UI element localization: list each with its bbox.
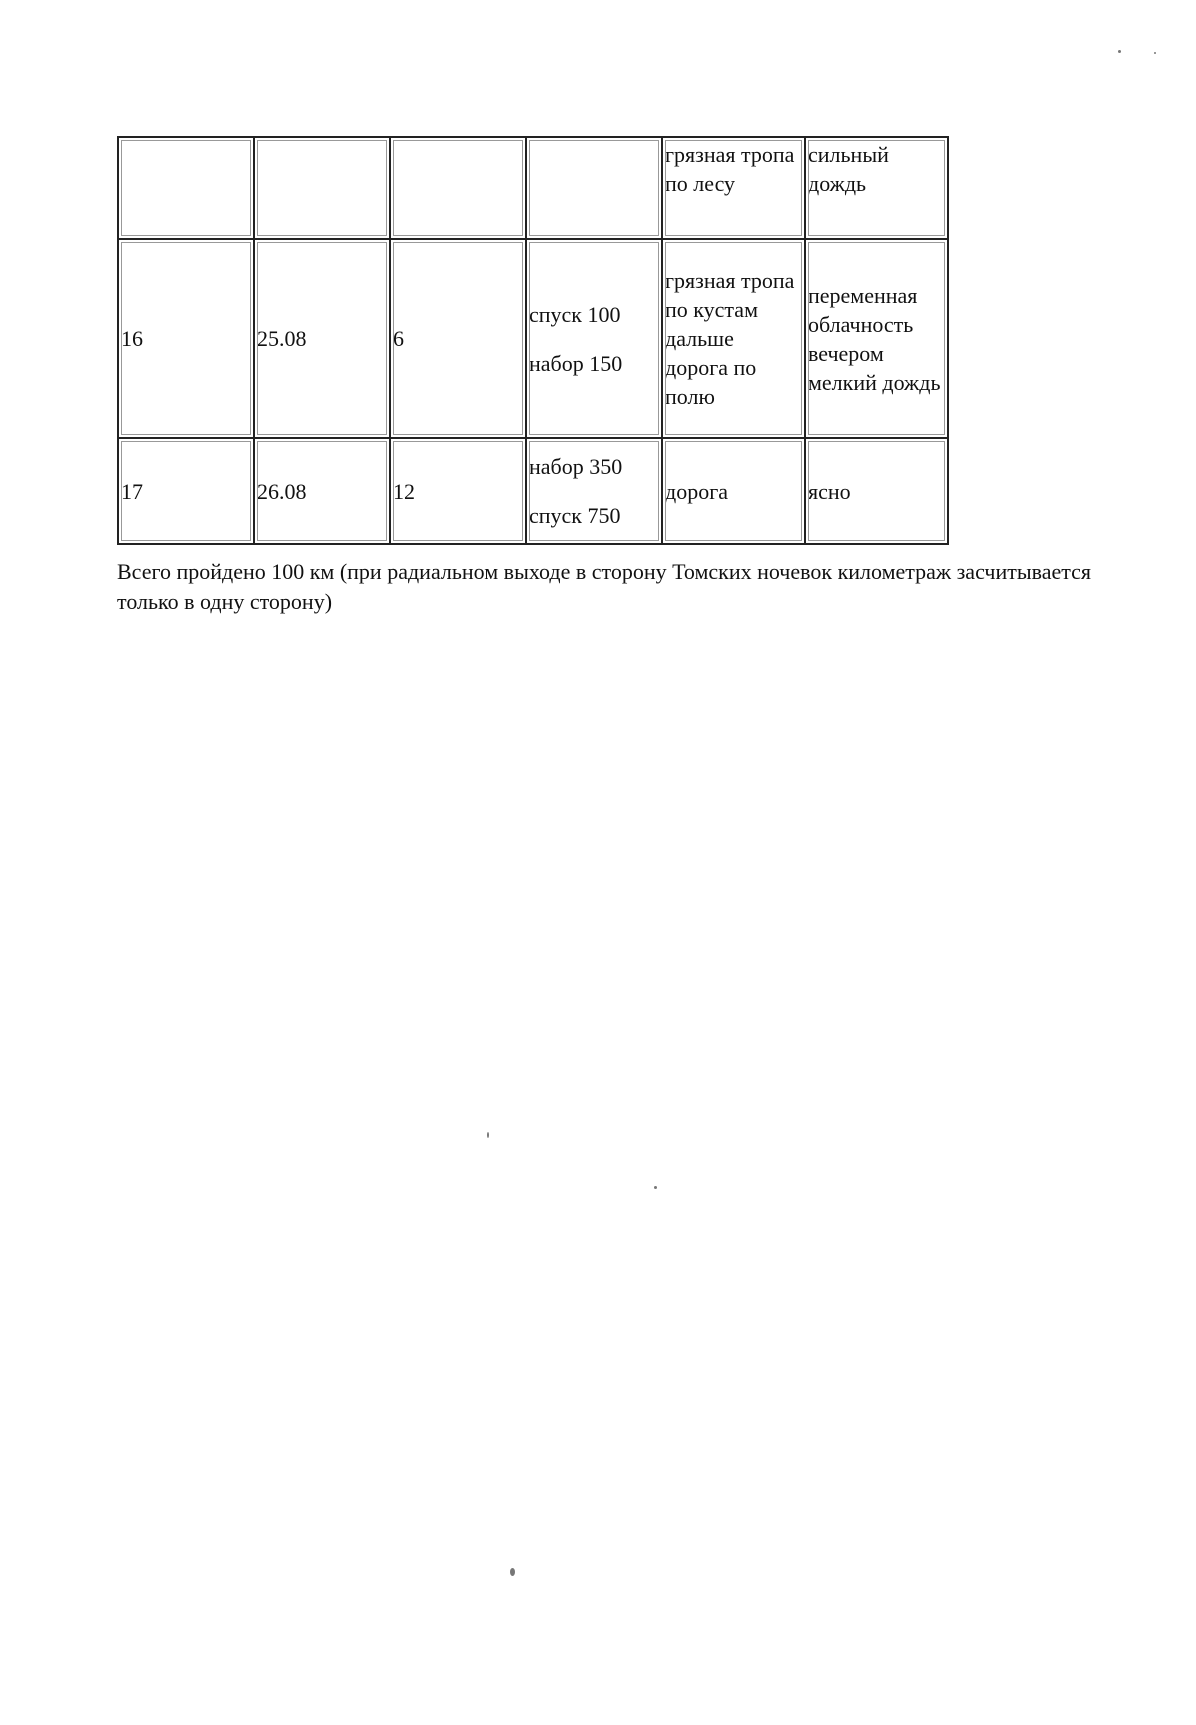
- terrain-cell: грязная тропа по кустам дальше дорога по полю: [662, 239, 805, 438]
- distance-cell: [390, 137, 526, 239]
- weather-cell: сильный дождь: [805, 137, 948, 239]
- summary-text: Всего пройдено 100 км (при радиальном выходе в сторону Томских ночевок километраж засчитывается только в одну сторону): [117, 559, 1092, 614]
- table-row: [118, 438, 948, 544]
- scan-speck: [654, 1186, 657, 1189]
- distance-cell: 12: [390, 438, 526, 544]
- elevation-line: спуск 100: [529, 301, 621, 327]
- scan-speck: [487, 1132, 489, 1138]
- table-row: [118, 239, 948, 438]
- scan-speck: [510, 1568, 515, 1576]
- elevation-line: спуск 750: [529, 503, 621, 528]
- terrain-cell: грязная тропа по лесу: [662, 137, 805, 239]
- weather-cell: ясно: [805, 438, 948, 544]
- scan-speck: [1118, 50, 1121, 53]
- route-table: [117, 136, 949, 545]
- distance-cell: 6: [390, 239, 526, 438]
- day-cell: 17: [118, 438, 254, 544]
- day-cell: [118, 137, 254, 239]
- elevation-cell: [526, 137, 662, 239]
- elevation-line: набор 150: [529, 350, 623, 376]
- elevation-cell: [526, 438, 662, 544]
- date-cell: 25.08: [254, 239, 390, 438]
- scan-speck: [1154, 52, 1156, 54]
- weather-cell: переменная облачность вечером мелкий дождь: [805, 239, 948, 438]
- elevation-cell: [526, 239, 662, 438]
- date-cell: [254, 137, 390, 239]
- terrain-cell: дорога: [662, 438, 805, 544]
- elevation-line: набор 350: [529, 454, 623, 479]
- table-row: [118, 137, 948, 239]
- day-cell: 16: [118, 239, 254, 438]
- date-cell: 26.08: [254, 438, 390, 544]
